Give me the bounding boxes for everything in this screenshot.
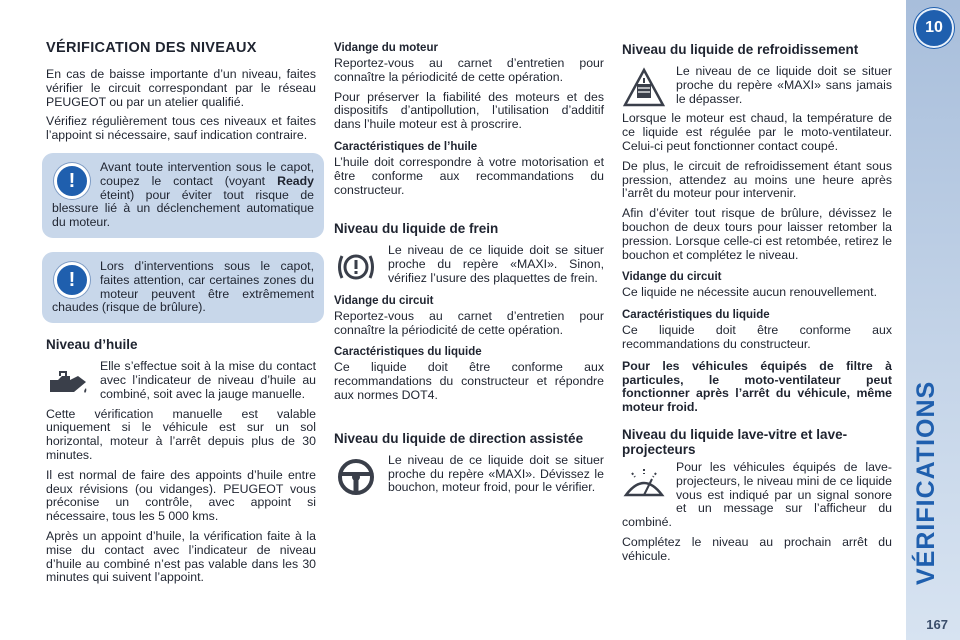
warning-text-ignition: Avant toute intervention sous le capot, coupez le contact (voyant Ready éteint) pour éviter tout risque de blessure lié à un déclenchement automatique du moteur. — [52, 159, 314, 230]
intro-paragraph-1: En cas de baisse importante d’un niveau, faites vérifier le circuit correspondant par le réseau PEUGEOT ou par un atelier qualifié. — [46, 67, 316, 109]
column-1 — [46, 40, 316, 591]
particle-filter-note: Pour les véhicules équipés de filtre à particules, le moto-ventilateur peut fonctionner après l’arrêt du véhicule, même moteur froid. — [622, 358, 892, 415]
oil-can-icon — [46, 362, 90, 404]
exclamation-icon: ! — [54, 163, 90, 199]
windscreen-washer-icon — [622, 463, 666, 505]
coolant-drain-heading: Vidange du circuit — [622, 271, 722, 284]
coolant-paragraph-4: Afin d’éviter tout risque de brûlure, dévissez le bouchon de deux tours pour laisser retomber la pression. Lorsque celle-ci est retombée, retirez le bouchon et complétez le niveau. — [622, 206, 892, 262]
oil-paragraph-4: Après un appoint d’huile, la vérification faite à la mise du contact avec l’indicateur de niveau d’huile au combiné n’est pas valable dans les 30 minutes qui suivent l’appoint. — [46, 528, 316, 585]
power-steering-paragraph: Le niveau de ce liquide doit se situer proche du repère «MAXI». Dévissez le bouchon, moteur froid, pour le vérifier. — [388, 452, 604, 495]
brake-drain-paragraph: Reportez-vous au carnet d’entretien pour connaître la périodicité de cette opération. — [334, 308, 604, 337]
warning-box-ignition — [42, 153, 324, 238]
brake-spec-heading: Caractéristiques du liquide — [334, 346, 482, 359]
coolant-paragraph-3: De plus, le circuit de refroidissement étant sous pression, attendez au moins une heure après l’arrêt du moteur pour intervenir. — [622, 158, 892, 201]
coolant-heading: Niveau du liquide de refroidissement — [622, 42, 859, 57]
coolant-spec-paragraph: Ce liquide doit être conforme aux recommandations du constructeur. — [622, 323, 892, 351]
washer-fluid-heading: Niveau du liquide lave-vitre et lave-projecteurs — [622, 426, 848, 457]
warning-text-hot-engine: Lors d’interventions sous le capot, faites attention, car certaines zones du moteur peuvent être extrêmement chaudes (risque de brûlure). — [52, 258, 314, 315]
exclamation-icon: ! — [54, 262, 90, 298]
oil-paragraph-2: Cette vérification manuelle est valable uniquement si le véhicule est sur un sol horizontal, moteur à l’arrêt depuis plus de 30 minutes. — [46, 406, 316, 462]
brake-fluid-paragraph: Le niveau de ce liquide doit se situer proche du repère «MAXI». Sinon, vérifiez l’usure des plaquettes de frein. — [388, 243, 604, 285]
coolant-spec-heading: Caractéristiques du liquide — [622, 309, 770, 322]
power-steering-heading: Niveau du liquide de direction assistée — [334, 430, 584, 446]
coolant-paragraph-2: Lorsque le moteur est chaud, la température de ce liquide est régulée par le moto-ventilateur. Celui-ci peut fonctionner contact coupé. — [622, 111, 892, 153]
washer-paragraph-2: Complétez le niveau au prochain arrêt du véhicule. — [622, 534, 892, 563]
oil-paragraph-3: Il est normal de faire des appoints d’huile entre deux révisions (ou vidanges). PEUGEOT vous préconise un contrôle, avec appoint si nécessaire, tous les 5 000 kms. — [46, 467, 316, 524]
brake-drain-heading: Vidange du circuit — [334, 294, 434, 307]
steering-wheel-icon — [334, 456, 378, 498]
column-3 — [622, 42, 892, 570]
chapter-number-badge: 10 — [914, 8, 954, 48]
engine-drain-paragraph-1: Reportez-vous au carnet d’entretien pour connaître la périodicité de cette opération. — [334, 56, 604, 84]
oil-spec-paragraph: L’huile doit correspondre à votre motorisation et être conforme aux recommandations du constructeur. — [334, 154, 604, 197]
intro-paragraph-2: Vérifiez régulièrement tous ces niveaux et faites l’appoint si nécessaire, sauf indication contraire. — [46, 114, 316, 143]
coolant-drain-paragraph: Ce liquide ne nécessite aucun renouvellement. — [622, 285, 877, 300]
brake-fluid-heading: Niveau du liquide de frein — [334, 221, 499, 237]
chapter-title: VÉRIFICATIONS — [912, 380, 940, 585]
washer-paragraph-1: Pour les véhicules équipés de lave-projecteurs, le niveau mini de ce liquide vous est indiqué par un signal sonore et un message sur l’afficheur du combiné. — [622, 459, 892, 530]
column-2 — [334, 42, 604, 501]
chapter-sidebar — [906, 0, 960, 640]
oil-paragraph-1: Elle s’effectue soit à la mise du contact avec l’indicateur de niveau d’huile au combiné, soit avec la jauge manuelle. — [100, 359, 316, 401]
engine-drain-paragraph-2: Pour préserver la fiabilité des moteurs et des dispositifs d’antipollution, l’utilisation d’additif dans l’huile moteur est à proscrire. — [334, 89, 604, 132]
coolant-warning-icon — [622, 67, 666, 109]
oil-spec-heading: Caractéristiques de l’huile — [334, 140, 478, 153]
coolant-paragraph-1: Le niveau de ce liquide doit se situer proche du repère «MAXI» sans jamais le dépasser. — [676, 64, 892, 106]
page-title: VÉRIFICATION DES NIVEAUX — [46, 40, 257, 56]
brake-warning-icon — [334, 246, 378, 288]
engine-drain-heading: Vidange du moteur — [334, 42, 438, 54]
page-number: 167 — [926, 617, 948, 632]
brake-spec-paragraph: Ce liquide doit être conforme aux recommandations du constructeur et répondre aux normes DOT4. — [334, 360, 604, 402]
oil-level-heading: Niveau d’huile — [46, 337, 138, 353]
warning-box-hot-engine — [42, 252, 324, 323]
